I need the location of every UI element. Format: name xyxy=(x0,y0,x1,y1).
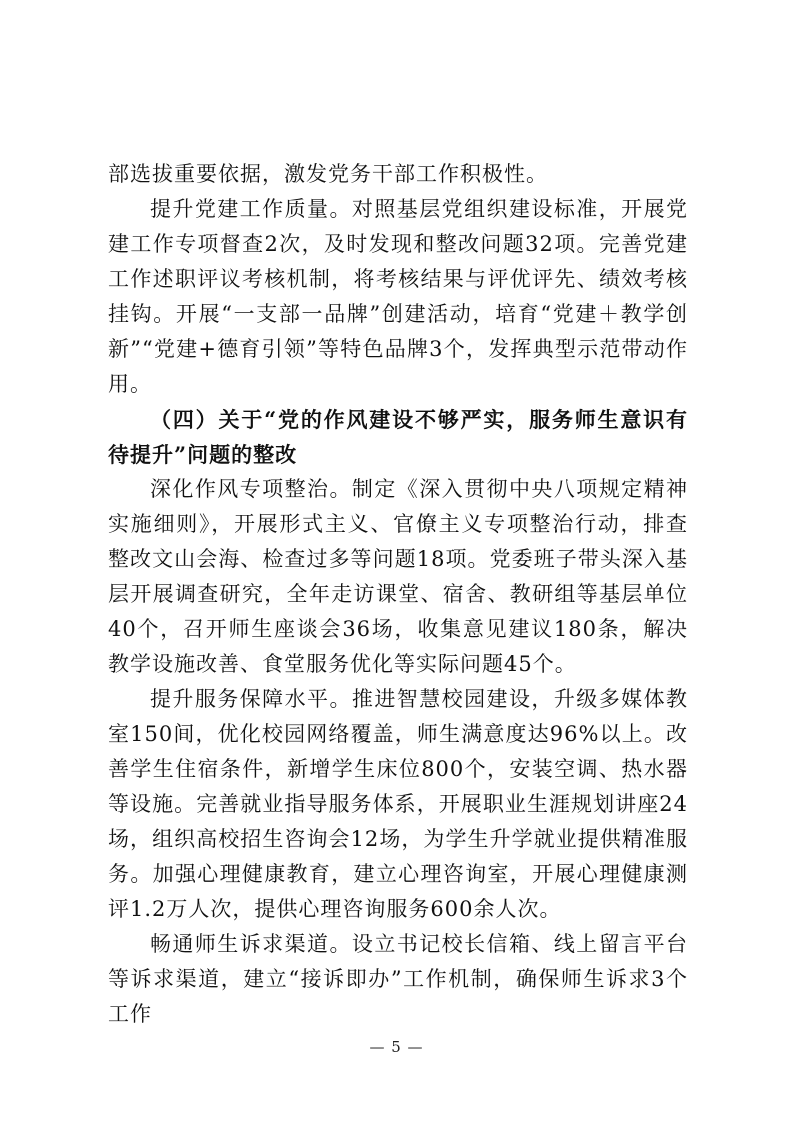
paragraph-party-building-quality: 提升党建工作质量。对照基层党组织建设标准，开展党建工作专项督查2次，及时发现和整改问题32项。完善党建工作述职评议考核机制，将考核结果与评优评先、绩效考核挂钩。开展“一支部一品牌”创建活动，培育“党建＋教学创新”“党建+德育引领”等特色品牌3个，发挥典型示范带动作用。 xyxy=(108,197,688,396)
paragraph-appeal-channels: 畅通师生诉求渠道。设立书记校长信箱、线上留言平台等诉求渠道，建立“接诉即办”工作机制，确保师生诉求3个工作 xyxy=(108,932,688,1026)
paragraph-service-support: 提升服务保障水平。推进智慧校园建设，升级多媒体教室150间，优化校园网络覆盖，师生满意度达96%以上。改善学生住宿条件，新增学生床位800个，安装空调、热水器等设施。完善就业指导服务体系，开展职业生涯规划讲座24场，组织高校招生咨询会12场，为学生升学就业提供精准服务。加强心理健康教育，建立心理咨询室，开展心理健康测评1.2万人次，提供心理咨询服务600余人次。 xyxy=(108,687,688,921)
document-body xyxy=(108,157,688,1032)
paragraph-continuation: 部选拔重要依据，激发党务干部工作积极性。 xyxy=(108,162,548,186)
page-number: — 5 — xyxy=(369,1038,424,1056)
paragraph-style-rectification: 深化作风专项整治。制定《深入贯彻中央八项规定精神实施细则》，开展形式主义、官僚主义专项整治行动，排查整改文山会海、检查过多等问题18项。党委班子带头深入基层开展调查研究，全年走访课堂、宿舍、教研组等基层单位40个，召开师生座谈会36场，收集意见建议180条，解决教学设施改善、食堂服务优化等实际问题45个。 xyxy=(108,477,688,676)
section-heading-4: （四）关于“党的作风建设不够严实，服务师生意识有待提升”问题的整改 xyxy=(108,407,688,467)
